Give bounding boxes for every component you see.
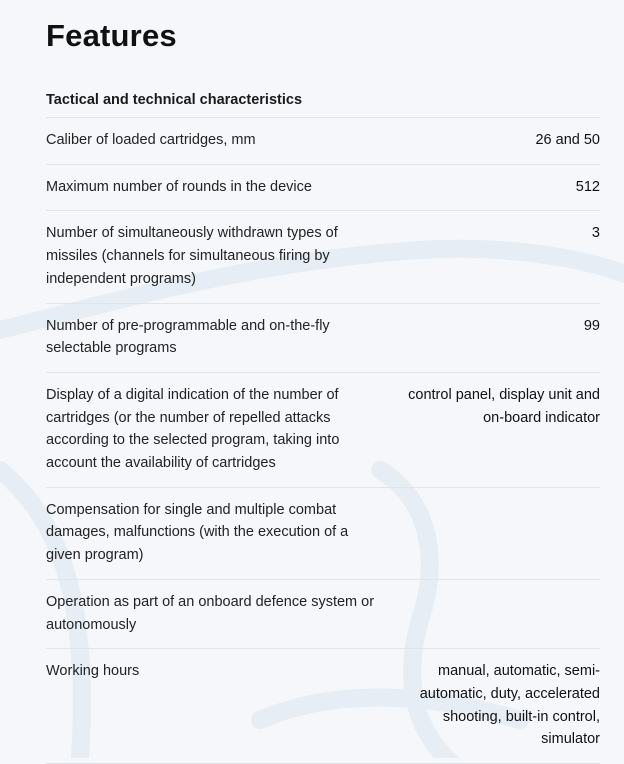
- row-label: Caliber of loaded cartridges, mm: [46, 132, 256, 148]
- row-value: 26 and 50: [535, 132, 600, 148]
- row-label: Display of a digital indication of the number of cartridges (or the number of repelled attacks according to the selected program, taking into account the availability of cartridges: [46, 386, 340, 472]
- row-label: Number of pre-programmable and on-the-fly selectable programs: [46, 317, 330, 357]
- row-value: 3: [591, 225, 600, 242]
- row-value: manual, automatic, semi-automatic, duty, accelerated shooting, built-in control, simulator: [419, 663, 600, 748]
- row-label: Maximum number of rounds in the device: [46, 178, 312, 195]
- table-row: [46, 580, 600, 649]
- table-row: [46, 488, 600, 580]
- row-label: Number of simultaneously withdrawn types of missiles (channels for simultaneous firing by independent programs): [46, 225, 338, 287]
- table-row: [46, 649, 600, 764]
- row-label: Compensation for single and multiple combat damages, malfunctions (with the execution of a given program): [46, 501, 349, 564]
- page-title: Features: [46, 18, 177, 53]
- row-label: Working hours: [46, 663, 140, 680]
- section-title: Tactical and technical characteristics: [46, 90, 600, 118]
- table-row: [46, 211, 600, 303]
- table-row: [46, 165, 600, 212]
- row-label: Operation as part of an onboard defence system or autonomously: [46, 593, 375, 633]
- characteristics-table: [46, 118, 600, 764]
- table-row: [46, 118, 600, 165]
- table-row: [46, 304, 600, 373]
- row-value: control panel, display unit and on-board indicator: [408, 386, 600, 426]
- row-value: 512: [575, 178, 600, 195]
- row-value: 99: [583, 317, 600, 334]
- table-row: [46, 373, 600, 488]
